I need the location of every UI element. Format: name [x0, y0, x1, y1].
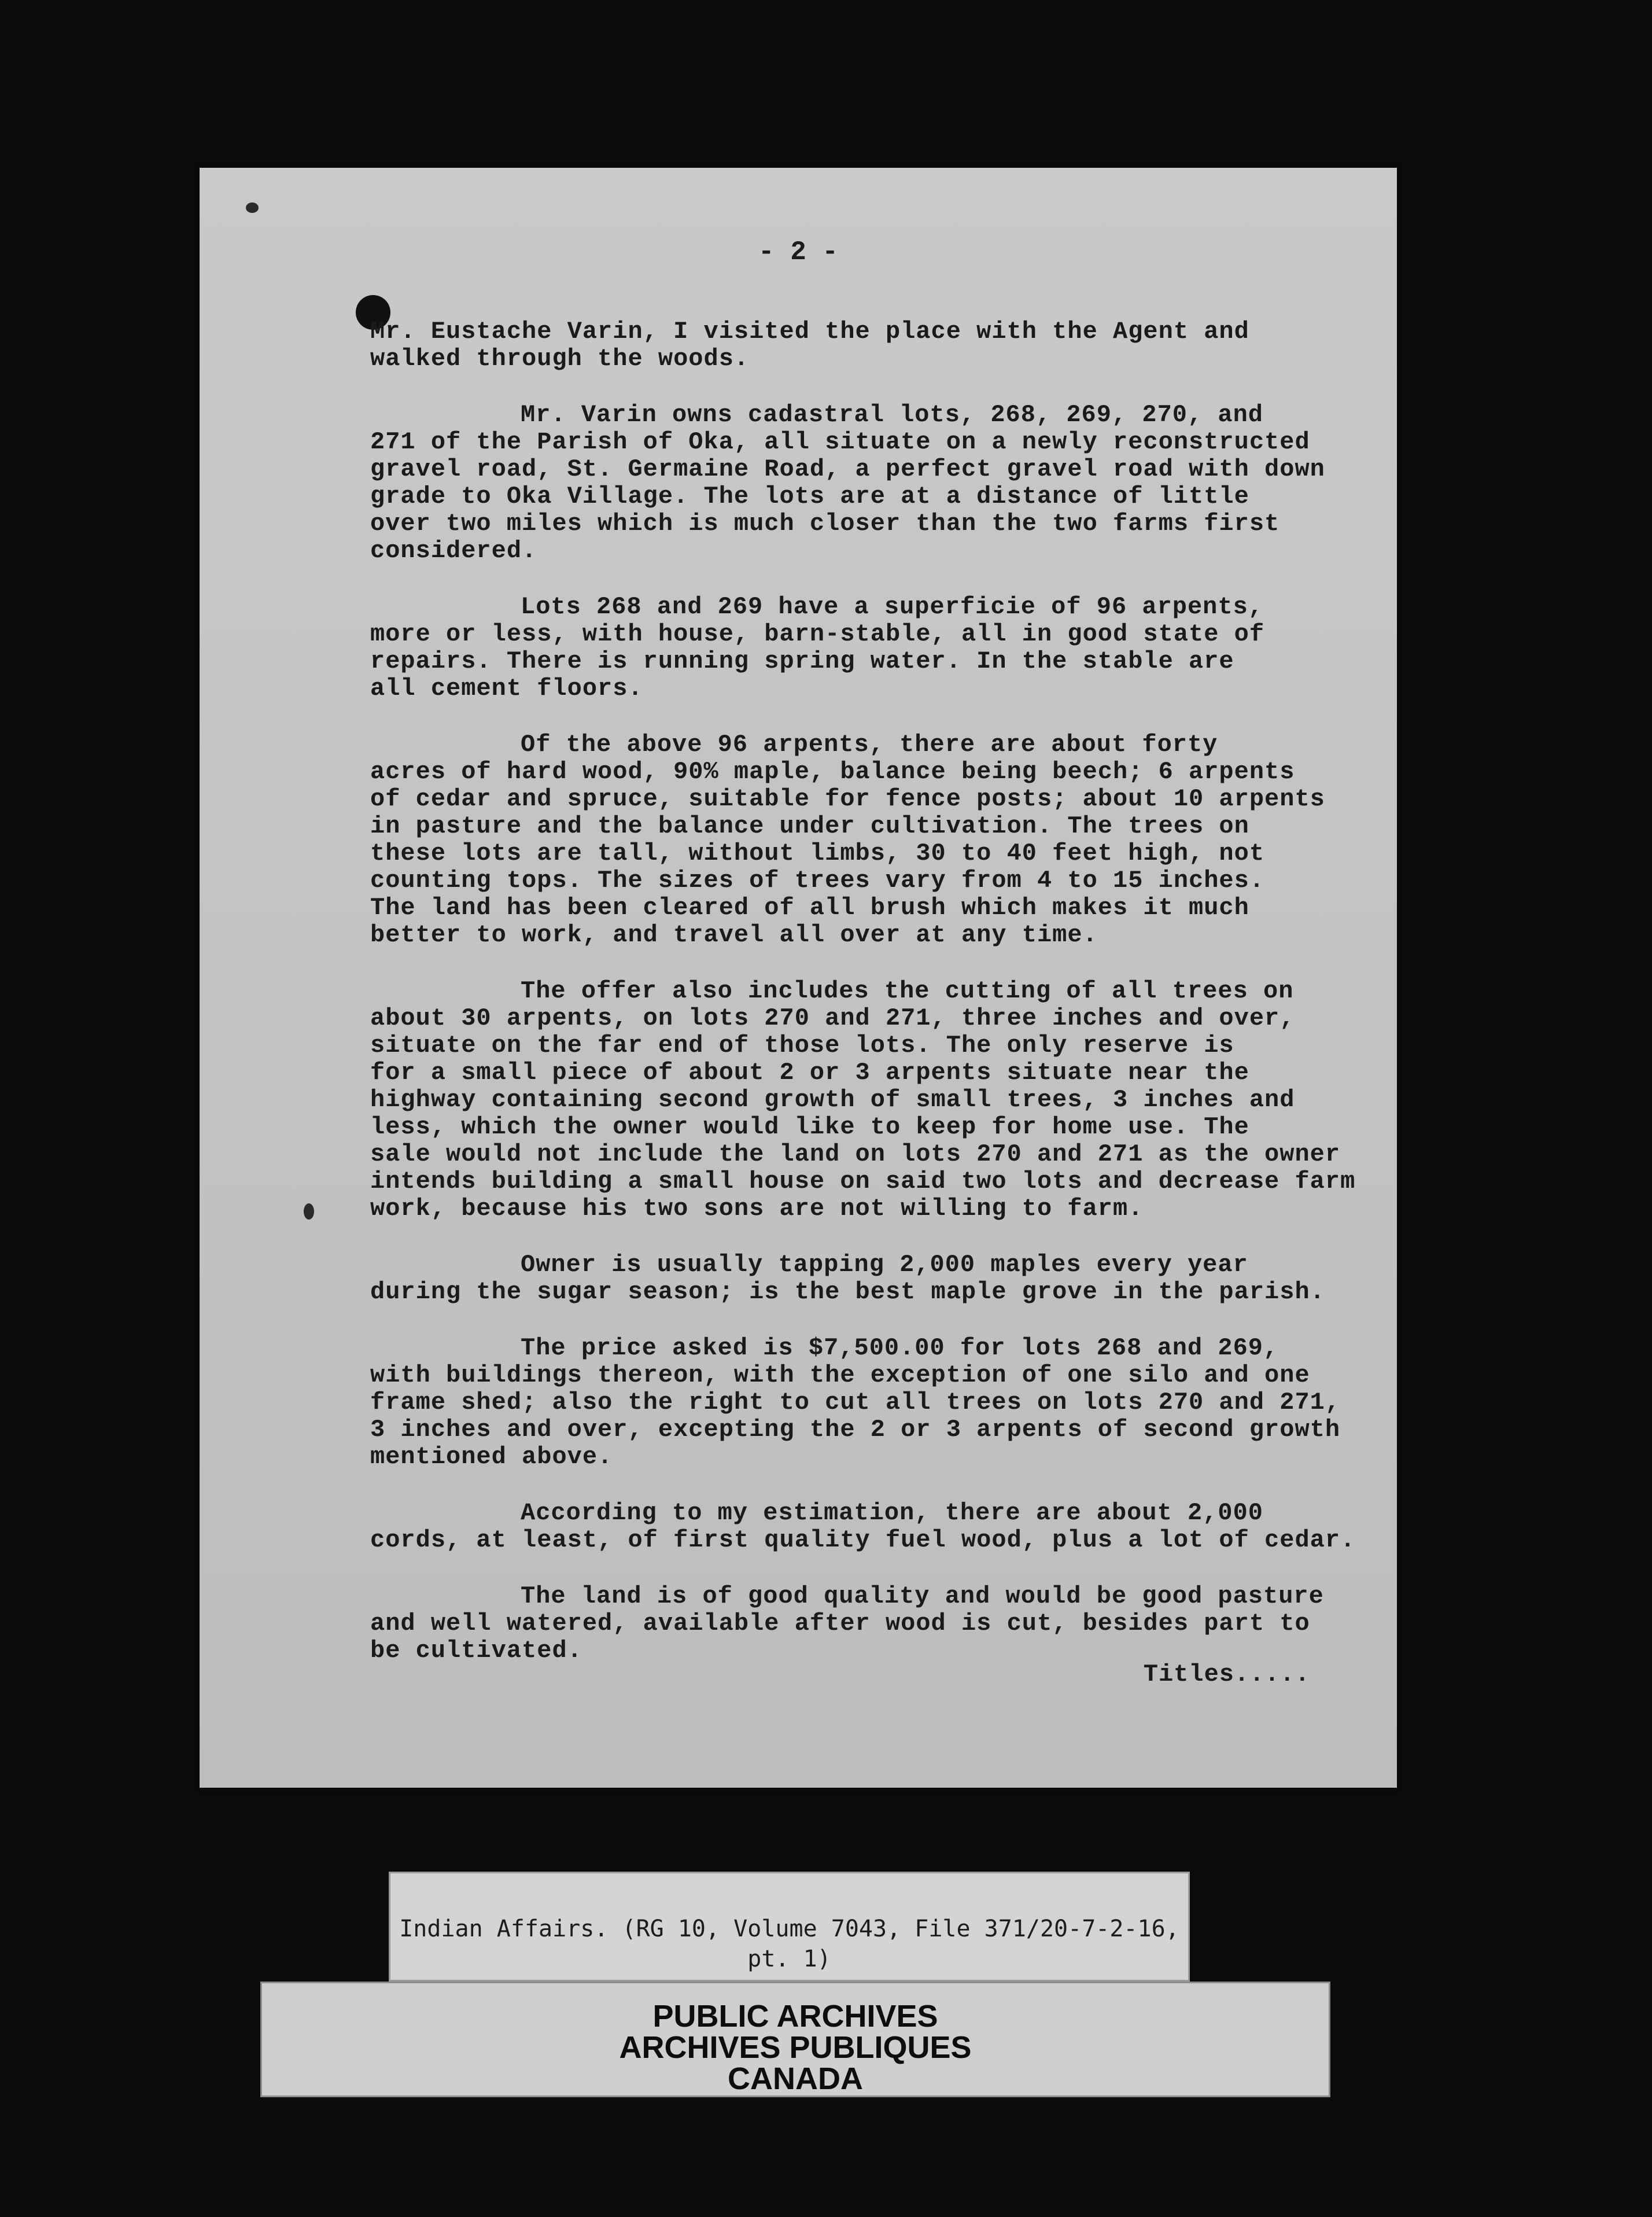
page-number: - 2 -: [758, 237, 839, 267]
paragraph: Of the above 96 arpents, there are about forty acres of hard wood, 90% maple, balance being beech; 6 arpents of cedar and spruce, suitable for fence posts; about 10 arpents in pasture and the balance under cultivation. The trees on these lots are tall, without limbs, 30 to 40 feet high, not counting tops. The sizes of trees vary from 4 to 15 inches. The land has been cleared of all brush which makes it much better to work, and travel all over at any time.: [370, 731, 1325, 949]
letter-body: [370, 318, 1388, 1693]
paragraph: The offer also includes the cutting of all trees on about 30 arpents, on lots 270 and 271, three inches and over, situate on the far end of those lots. The only reserve is for a small piece of about 2 or 3 arpents situate near the highway containing second growth of small trees, 3 inches and less, which the owner would like to keep for home use. The sale would not include the land on lots 270 and 271 as the owner intends building a small house on said two lots and decrease farm work, because his two sons are not willing to farm.: [370, 977, 1356, 1222]
continuation-catchword: Titles.....: [1143, 1660, 1310, 1688]
archival-citation-label: [389, 1872, 1190, 1982]
citation-line: pt. 1): [747, 1946, 831, 1972]
paragraph: According to my estimation, there are about 2,000 cords, at least, of first quality fuel wood, plus a lot of cedar.: [370, 1499, 1356, 1554]
archives-stamp-line: ARCHIVES PUBLIQUES: [619, 2030, 972, 2065]
paragraph: Mr. Varin owns cadastral lots, 268, 269, 270, and 271 of the Parish of Oka, all situate on a newly reconstructed gravel road, St. Germaine Road, a perfect gravel road with down grade to Oka Village. The lots are at a distance of little over two miles which is much closer than the two farms first considered.: [370, 401, 1325, 565]
document-page: [200, 168, 1397, 1788]
paragraph: The land is of good quality and would be good pasture and well watered, available after wood is cut, besides part to be cultivated.: [370, 1582, 1324, 1664]
archives-stamp: [260, 1982, 1330, 2097]
page-speck: [246, 202, 259, 213]
archives-stamp-line: CANADA: [728, 2061, 863, 2096]
paragraph: Owner is usually tapping 2,000 maples every year during the sugar season; is the best maple grove in the parish.: [370, 1251, 1325, 1306]
citation-line: Indian Affairs. (RG 10, Volume 7043, File 371/20-7-2-16,: [399, 1916, 1179, 1942]
margin-speck: [304, 1203, 314, 1220]
archives-stamp-line: PUBLIC ARCHIVES: [652, 1999, 938, 2034]
paragraph: Mr. Eustache Varin, I visited the place with the Agent and walked through the woods.: [370, 318, 1249, 373]
paragraph: Lots 268 and 269 have a superficie of 96 arpents, more or less, with house, barn-stable, all in good state of repairs. There is running spring water. In the stable are all cement floors.: [370, 593, 1265, 702]
paragraph: The price asked is $7,500.00 for lots 268 and 269, with buildings thereon, with the exception of one silo and one frame shed; also the right to cut all trees on lots 270 and 271, 3 inches and over, excepting the 2 or 3 arpents of second growth mentioned above.: [370, 1334, 1341, 1471]
